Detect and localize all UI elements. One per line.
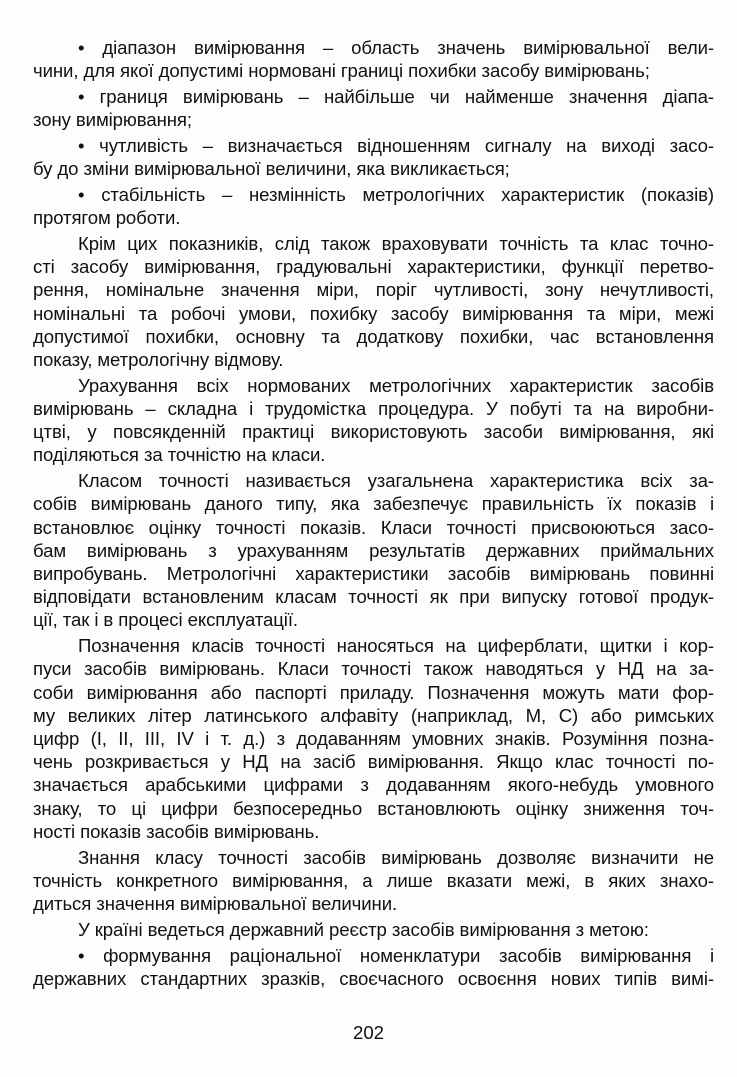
text-line: • чутливість – визначається відношенням сигналу на виході засо- [78,135,714,156]
text-line: показу, метрологічну відмову. [33,349,284,370]
text-line: ції, так і в процесі експлуатації. [33,609,298,630]
text-line: ності показів засобів вимірювань. [33,821,320,842]
text-line: Позначення класів точності наносяться на циферблати, щитки і кор- [78,635,714,656]
text-line: Знання класу точності засобів вимірювань дозволяє визначити не [78,847,714,868]
text-line: номінальні та робочі умови, похибку засобу вимірювання та міри, межі [33,303,714,324]
text-line: державних стандартних зразків, своєчасного освоєння нових типів вимі- [33,968,714,989]
text-line: знаку, то ці цифри безпосередньо встановлюють оцінку зниження точ- [33,798,714,819]
text-line: бам вимірювань з урахуванням результатів державних приймальних [33,540,714,561]
text-line: чини, для якої допустимі нормовані границі похибки засобу вимірювань; [33,60,650,81]
text-line: сті засобу вимірювання, градуювальні характеристики, функції перетво- [33,256,714,277]
text-line: вимірювань – складна і трудомістка процедура. У побуті та на виробни- [33,398,714,419]
text-line: • границя вимірювань – найбільше чи найменше значення діапа- [78,86,714,107]
text-line: встановлює оцінку точності показів. Класи точності присвоюються засо- [33,517,714,538]
text-line: му великих літер латинського алфавіту (наприклад, M, C) або римських [33,705,714,726]
text-line: протягом роботи. [33,207,181,228]
text-line: рення, номінальне значення міри, поріг чутливості, зону нечутливості, [33,279,714,300]
text-line: цифр (I, II, III, IV і т. д.) з додаванням умовних знаків. Розуміння позна- [33,728,714,749]
text-line: точність конкретного вимірювання, а лише вказати межі, в яких знахо- [33,870,714,891]
text-line: Урахування всіх нормованих метрологічних характеристик засобів [78,375,714,396]
text-line: пуси засобів вимірювань. Класи точності також наводяться у НД на за- [33,658,714,679]
text-line: цтві, у повсякденній практиці використовують засоби вимірювання, які [33,421,714,442]
text-line: • стабільність – незмінність метрологічних характеристик (показів) [78,184,714,205]
text-line: Крім цих показників, слід також враховувати точність та клас точно- [78,233,714,254]
text-line: поділяються за точністю на класи. [33,444,326,465]
text-line: У країні ведеться державний реєстр засобів вимірювання з метою: [78,919,649,940]
text-line: допустимої похибки, основну та додаткову похибки, час встановлення [33,326,714,347]
text-line: • діапазон вимірювання – область значень вимірювальної вели- [78,37,714,58]
text-line: • формування раціональної номенклатури засобів вимірювання і [78,945,714,966]
text-line: відповідати встановленим класам точності як при випуску готової продук- [33,586,714,607]
text-line: Класом точності називається узагальнена характеристика всіх за- [78,470,714,491]
text-line: випробувань. Метрологічні характеристики засобів вимірювань повинні [33,563,714,584]
text-line: чень розкривається у НД на засіб вимірювання. Якщо клас точності по- [33,751,714,772]
text-line: соби вимірювання або паспорті приладу. Позначення можуть мати фор- [33,682,714,703]
page-number: 202 [352,1022,385,1043]
text-line: диться значення вимірювальної величини. [33,893,398,914]
text-line: собів вимірювань даного типу, яка забезпечує правильність їх показів і [33,493,714,514]
text-line: значається арабськими цифрами з додаванням якого-небудь умовного [33,774,714,795]
text-line: бу до зміни вимірювальної величини, яка викликається; [33,158,510,179]
text-line: зону вимірювання; [33,109,192,130]
